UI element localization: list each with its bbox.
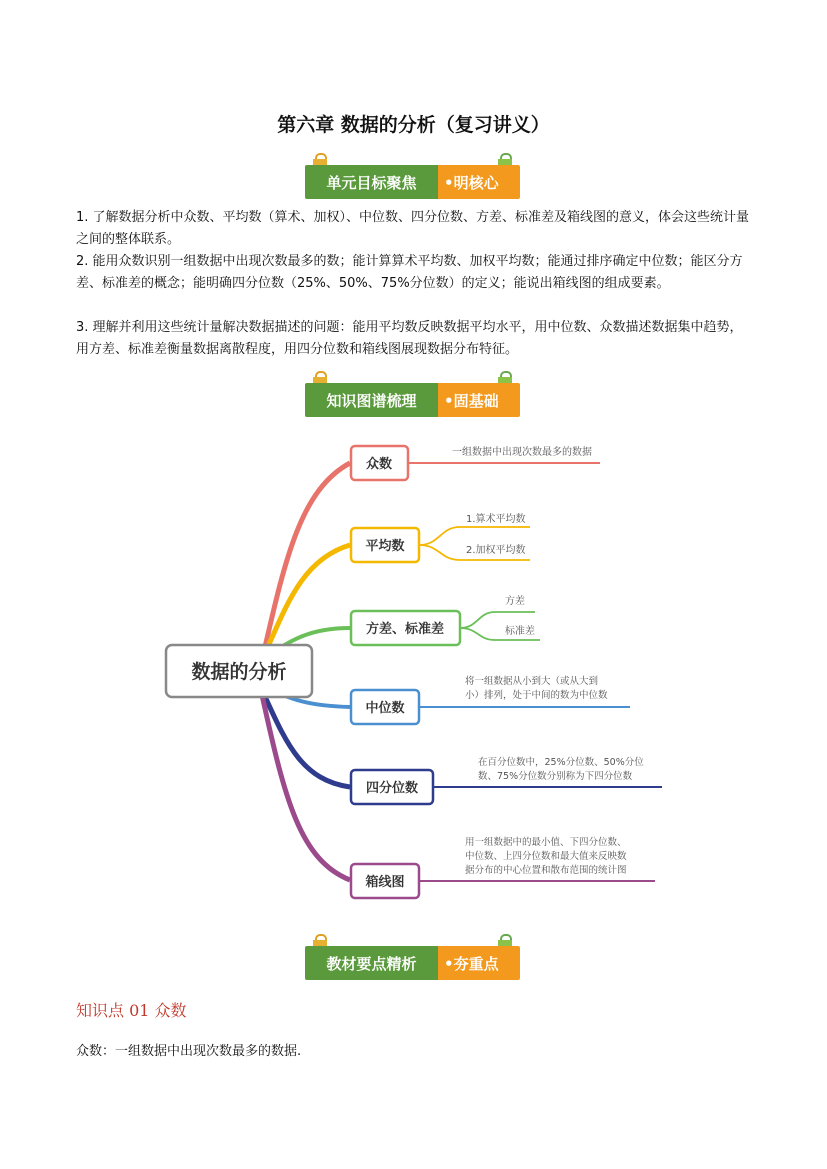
banner-subtitle: •固基础 — [438, 383, 520, 417]
banner-title: 教材要点精析 — [305, 946, 438, 980]
goal-item-2: 2. 能用众数识别一组数据中出现次数最多的数；能计算算术平均数、加权平均数；能通过排序确定中位数；能区分方差、标准差的概念；能明确四分位数（25%、50%、75%分位数）的定义；能说出箱线图的组成要素。 — [76, 254, 743, 291]
knowledge-point-heading: 知识点 01 众数 — [76, 1001, 187, 1020]
variance-sub1: 方差 — [505, 596, 525, 607]
clip-icon — [313, 934, 327, 946]
page-title: 第六章 数据的分析（复习讲义） — [277, 114, 550, 136]
median-desc-1: 将一组数据从小到大（或从大到 — [465, 676, 599, 687]
boxplot-desc-3: 据分布的中心位置和散布范围的统计图 — [465, 865, 627, 876]
quartile-desc-1: 在百分位数中，25%分位数、50%分位 — [478, 757, 644, 768]
variance-sub2: 标准差 — [505, 626, 535, 637]
node-quartile-label: 四分位数 — [365, 781, 419, 796]
center-node-label: 数据的分析 — [191, 661, 287, 683]
node-mean-label: 平均数 — [365, 539, 405, 554]
line-mean-sub1 — [419, 527, 530, 545]
mean-sub2: 2.加权平均数 — [466, 545, 526, 556]
median-desc-2: 小）排列，处于中间的数为中位数 — [465, 690, 608, 701]
node-variance-label: 方差、标准差 — [365, 622, 445, 637]
banner-title: 知识图谱梳理 — [305, 383, 438, 417]
clip-icon — [498, 934, 512, 946]
quartile-desc-2: 数、75%分位数分别称为下四分位数 — [478, 771, 633, 782]
goal-item-1: 1. 了解数据分析中众数、平均数（算术、加权）、中位数、四分位数、方差、标准差及箱线图的意义，体会这些统计量之间的整体联系。 — [76, 210, 750, 247]
knowledge-point-text: 众数：一组数据中出现次数最多的数据. — [76, 1044, 302, 1059]
node-median-label: 中位数 — [365, 701, 405, 716]
banner-subtitle: •夯重点 — [438, 946, 520, 980]
node-mode-label: 众数 — [365, 457, 393, 472]
mean-sub1: 1.算术平均数 — [466, 514, 526, 525]
banner-title: 单元目标聚焦 — [305, 165, 438, 199]
node-boxplot-label: 箱线图 — [365, 875, 405, 890]
boxplot-desc-1: 用一组数据中的最小值、下四分位数、 — [465, 837, 627, 848]
boxplot-desc-2: 中位数、上四分位数和最大值来反映数 — [465, 851, 627, 862]
goal-item-3: 3. 理解并利用这些统计量解决数据描述的问题：能用平均数反映数据平均水平，用中位数、众数描述数据集中趋势，用方差、标准差衡量数据离散程度，用四分位数和箱线图展现数据分布特征。 — [76, 320, 743, 357]
banner-subtitle: •明核心 — [438, 165, 520, 199]
mode-desc: 一组数据中出现次数最多的数据 — [452, 447, 592, 458]
section-banner-key-points — [305, 946, 520, 980]
